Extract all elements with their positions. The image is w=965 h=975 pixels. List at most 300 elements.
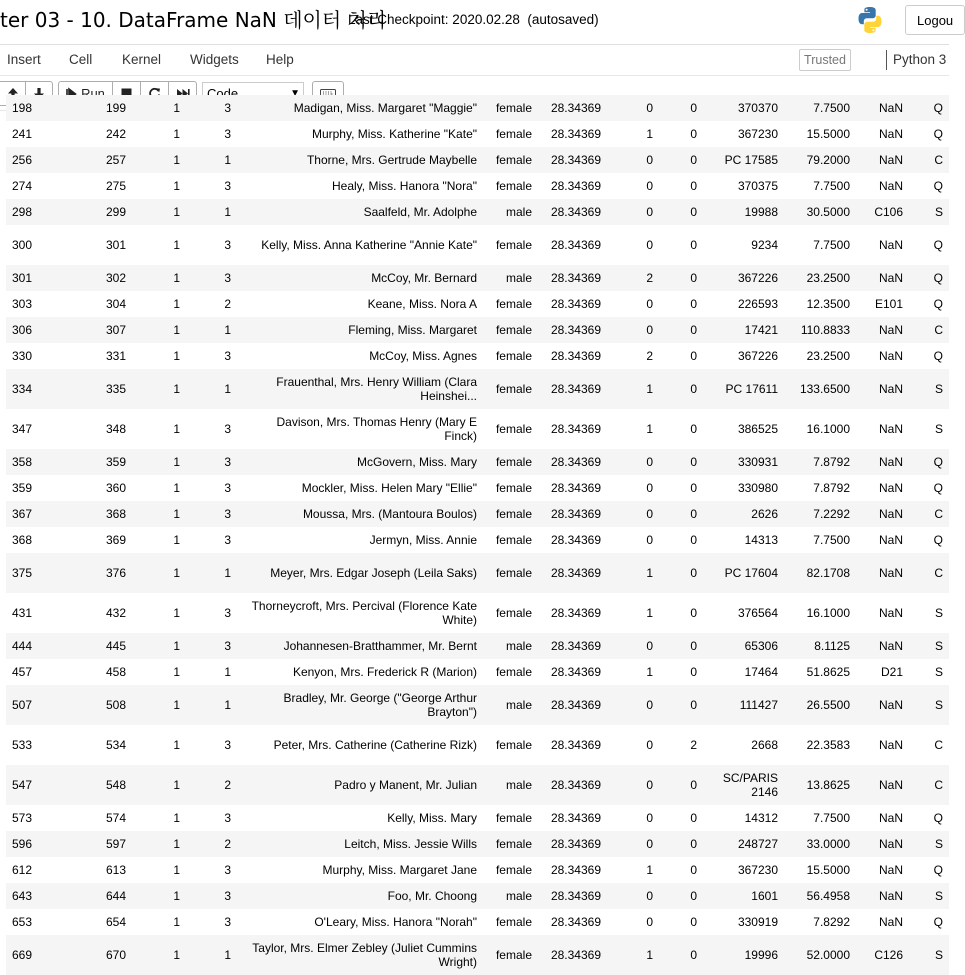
table-row — [6, 291, 949, 317]
table-row — [6, 765, 949, 805]
passenger-id: 307 — [105, 323, 126, 337]
table-row — [6, 501, 949, 527]
survived-cell: 1 — [173, 533, 180, 547]
row-index: 612 — [12, 863, 33, 877]
survived-cell: 1 — [173, 778, 180, 792]
sibsp-cell: 2 — [646, 271, 653, 285]
survived-cell: 1 — [173, 382, 180, 396]
embarked-cell: S — [934, 948, 943, 962]
age-cell: 28.34369 — [550, 101, 601, 115]
sex-cell: male — [505, 889, 532, 903]
row-index: 643 — [12, 889, 33, 903]
table-row — [6, 909, 949, 935]
row-index: 274 — [12, 179, 33, 193]
age-cell: 28.34369 — [550, 153, 601, 167]
embarked-cell: Q — [933, 179, 943, 193]
sex-cell: female — [495, 153, 532, 167]
embarked-cell: Q — [933, 271, 943, 285]
survived-cell: 1 — [173, 915, 180, 929]
age-cell: 28.34369 — [550, 507, 601, 521]
embarked-cell: S — [934, 606, 943, 620]
cabin-cell: NaN — [878, 101, 903, 115]
sex-cell: female — [495, 349, 532, 363]
table-row — [6, 449, 949, 475]
pclass-cell: 1 — [224, 323, 231, 337]
sex-cell: male — [505, 698, 532, 712]
ticket-cell: 226593 — [737, 297, 778, 311]
table-row — [6, 95, 949, 121]
age-cell: 28.34369 — [550, 566, 601, 580]
parch-cell: 0 — [690, 205, 697, 219]
pclass-cell: 1 — [224, 153, 231, 167]
survived-cell: 1 — [173, 698, 180, 712]
sex-cell: female — [495, 507, 532, 521]
table-row — [6, 475, 949, 501]
parch-cell: 0 — [690, 455, 697, 469]
pclass-cell: 3 — [224, 481, 231, 495]
kernel-indicator[interactable]: Python 3 — [893, 52, 947, 67]
row-index: 431 — [12, 606, 33, 620]
passenger-id: 654 — [105, 915, 126, 929]
ticket-cell: SC/PARIS 2146 — [722, 771, 778, 799]
menu-widgets[interactable]: Widgets — [190, 52, 239, 67]
sibsp-cell: 1 — [646, 606, 653, 620]
sibsp-cell: 0 — [646, 238, 653, 252]
sibsp-cell: 1 — [646, 665, 653, 679]
fare-cell: 7.2292 — [813, 507, 850, 521]
sibsp-cell: 1 — [646, 566, 653, 580]
table-row — [6, 173, 949, 199]
ticket-cell: 367230 — [737, 863, 778, 877]
ticket-cell: 330919 — [737, 915, 778, 929]
fare-cell: 23.2500 — [806, 349, 850, 363]
sibsp-cell: 0 — [646, 889, 653, 903]
parch-cell: 0 — [690, 915, 697, 929]
embarked-cell: Q — [933, 533, 943, 547]
parch-cell: 0 — [690, 382, 697, 396]
fare-cell: 12.3500 — [806, 297, 850, 311]
survived-cell: 1 — [173, 481, 180, 495]
passenger-id: 199 — [105, 101, 126, 115]
sex-cell: female — [495, 297, 532, 311]
cabin-cell: NaN — [878, 811, 903, 825]
pclass-cell: 1 — [224, 665, 231, 679]
name-cell: Bradley, Mr. George ("George Arthur Brayton") — [283, 691, 477, 719]
ticket-cell: 367226 — [737, 349, 778, 363]
sibsp-cell: 0 — [646, 101, 653, 115]
sex-cell: female — [495, 566, 532, 580]
fare-cell: 51.8625 — [806, 665, 850, 679]
sibsp-cell: 0 — [646, 698, 653, 712]
sibsp-cell: 0 — [646, 507, 653, 521]
survived-cell: 1 — [173, 205, 180, 219]
embarked-cell: S — [934, 205, 943, 219]
row-index: 306 — [12, 323, 33, 337]
passenger-id: 301 — [105, 238, 126, 252]
fare-cell: 7.7500 — [813, 533, 850, 547]
cabin-cell: NaN — [878, 323, 903, 337]
survived-cell: 1 — [173, 422, 180, 436]
row-index: 368 — [12, 533, 33, 547]
parch-cell: 0 — [690, 948, 697, 962]
age-cell: 28.34369 — [550, 271, 601, 285]
parch-cell: 0 — [690, 481, 697, 495]
name-cell: Madigan, Miss. Margaret "Maggie" — [293, 101, 477, 115]
age-cell: 28.34369 — [550, 863, 601, 877]
passenger-id: 331 — [105, 349, 126, 363]
row-index: 507 — [12, 698, 33, 712]
parch-cell: 0 — [690, 778, 697, 792]
parch-cell: 0 — [690, 811, 697, 825]
fare-cell: 26.5500 — [806, 698, 850, 712]
name-cell: Mockler, Miss. Helen Mary "Ellie" — [301, 481, 477, 495]
name-cell: Johannesen-Bratthammer, Mr. Bernt — [283, 639, 477, 653]
cabin-cell: NaN — [878, 382, 903, 396]
menu-kernel[interactable]: Kernel — [122, 52, 162, 67]
cell-type-value: Code — [207, 86, 239, 101]
sex-cell: female — [495, 837, 532, 851]
sex-cell: female — [495, 382, 532, 396]
survived-cell: 1 — [173, 179, 180, 193]
name-cell: Kelly, Miss. Mary — [387, 811, 477, 825]
fare-cell: 33.0000 — [806, 837, 850, 851]
name-cell: Thorneycroft, Mrs. Percival (Florence Kate White) — [251, 599, 477, 627]
pclass-cell: 2 — [224, 297, 231, 311]
name-cell: Leitch, Miss. Jessie Wills — [344, 837, 477, 851]
cabin-cell: C126 — [874, 948, 903, 962]
survived-cell: 1 — [173, 948, 180, 962]
cabin-cell: NaN — [878, 915, 903, 929]
notebook-title[interactable]: ter 03 - 10. DataFrame NaN 데이터 처리 — [0, 8, 387, 32]
ticket-cell: 376564 — [737, 606, 778, 620]
sibsp-cell: 1 — [646, 863, 653, 877]
sex-cell: male — [505, 778, 532, 792]
dropdown-caret-icon: ▼ — [290, 88, 300, 99]
sex-cell: female — [495, 179, 532, 193]
name-cell: O'Leary, Miss. Hanora "Norah" — [314, 915, 477, 929]
cabin-cell: NaN — [878, 455, 903, 469]
name-cell: McGovern, Miss. Mary — [356, 455, 477, 469]
fare-cell: 15.5000 — [806, 127, 850, 141]
age-cell: 28.34369 — [550, 297, 601, 311]
table-row — [6, 343, 949, 369]
cabin-cell: NaN — [878, 889, 903, 903]
row-index: 653 — [12, 915, 33, 929]
table-row — [6, 633, 949, 659]
row-index: 241 — [12, 127, 33, 141]
kernel-separator — [886, 50, 887, 70]
pclass-cell: 3 — [224, 101, 231, 115]
pclass-cell: 3 — [224, 507, 231, 521]
table-row — [6, 593, 949, 633]
ticket-cell: 2626 — [751, 507, 778, 521]
survived-cell: 1 — [173, 101, 180, 115]
sex-cell: female — [495, 323, 532, 337]
age-cell: 28.34369 — [550, 481, 601, 495]
survived-cell: 1 — [173, 507, 180, 521]
ticket-cell: 19996 — [744, 948, 778, 962]
table-row — [6, 659, 949, 685]
sibsp-cell: 0 — [646, 915, 653, 929]
row-index: 596 — [12, 837, 33, 851]
ticket-cell: PC 17611 — [725, 382, 778, 396]
parch-cell: 0 — [690, 297, 697, 311]
sibsp-cell: 2 — [646, 349, 653, 363]
age-cell: 28.34369 — [550, 778, 601, 792]
parch-cell: 0 — [690, 507, 697, 521]
name-cell: Davison, Mrs. Thomas Henry (Mary E Finck) — [276, 415, 477, 443]
age-cell: 28.34369 — [550, 179, 601, 193]
passenger-id: 548 — [105, 778, 126, 792]
pclass-cell: 3 — [224, 606, 231, 620]
sex-cell: female — [495, 101, 532, 115]
embarked-cell: Q — [933, 297, 943, 311]
name-cell: Saalfeld, Mr. Adolphe — [363, 205, 477, 219]
ticket-cell: 248727 — [737, 837, 778, 851]
ticket-cell: 370370 — [737, 101, 778, 115]
fare-cell: 7.7500 — [813, 179, 850, 193]
age-cell: 28.34369 — [550, 665, 601, 679]
age-cell: 28.34369 — [550, 382, 601, 396]
passenger-id: 257 — [105, 153, 126, 167]
embarked-cell: S — [934, 698, 943, 712]
cabin-cell: NaN — [878, 238, 903, 252]
pclass-cell: 3 — [224, 349, 231, 363]
cabin-cell: NaN — [878, 179, 903, 193]
cabin-cell: NaN — [878, 127, 903, 141]
pclass-cell: 3 — [224, 271, 231, 285]
sibsp-cell: 0 — [646, 205, 653, 219]
fare-cell: 7.8292 — [813, 915, 850, 929]
menu-cell[interactable]: Cell — [69, 52, 93, 67]
embarked-cell: Q — [933, 455, 943, 469]
survived-cell: 1 — [173, 323, 180, 337]
sex-cell: female — [495, 533, 532, 547]
table-row — [6, 883, 949, 909]
cabin-cell: NaN — [878, 533, 903, 547]
table-row — [6, 831, 949, 857]
cabin-cell: NaN — [878, 566, 903, 580]
sex-cell: female — [495, 948, 532, 962]
table-row — [6, 121, 949, 147]
name-cell: Meyer, Mrs. Edgar Joseph (Leila Saks) — [270, 566, 477, 580]
passenger-id: 597 — [105, 837, 126, 851]
survived-cell: 1 — [173, 639, 180, 653]
survived-cell: 1 — [173, 238, 180, 252]
parch-cell: 0 — [690, 639, 697, 653]
passenger-id: 302 — [105, 271, 126, 285]
table-row — [6, 317, 949, 343]
name-cell: Murphy, Miss. Margaret Jane — [322, 863, 477, 877]
sibsp-cell: 0 — [646, 639, 653, 653]
embarked-cell: C — [934, 738, 943, 752]
cabin-cell: NaN — [878, 863, 903, 877]
fare-cell: 13.8625 — [806, 778, 850, 792]
fare-cell: 52.0000 — [806, 948, 850, 962]
cabin-cell: NaN — [878, 481, 903, 495]
sex-cell: female — [495, 606, 532, 620]
survived-cell: 1 — [173, 863, 180, 877]
embarked-cell: Q — [933, 101, 943, 115]
survived-cell: 1 — [173, 566, 180, 580]
embarked-cell: Q — [933, 349, 943, 363]
name-cell: Peter, Mrs. Catherine (Catherine Rizk) — [273, 738, 477, 752]
table-row — [6, 805, 949, 831]
age-cell: 28.34369 — [550, 606, 601, 620]
fare-cell: 7.8792 — [813, 455, 850, 469]
cell-output-area — [0, 101, 949, 969]
age-cell: 28.34369 — [550, 837, 601, 851]
fare-cell: 7.7500 — [813, 811, 850, 825]
passenger-id: 445 — [105, 639, 126, 653]
menu-help[interactable]: Help — [266, 52, 294, 67]
row-index: 198 — [12, 101, 33, 115]
row-index: 573 — [12, 811, 33, 825]
fare-cell: 7.7500 — [813, 101, 850, 115]
ticket-cell: 17464 — [744, 665, 778, 679]
trusted-badge[interactable]: Trusted — [799, 49, 851, 71]
sibsp-cell: 0 — [646, 811, 653, 825]
ticket-cell: 386525 — [737, 422, 778, 436]
checkpoint-text: Last Checkpoint: 2020.02.28 — [348, 12, 520, 27]
survived-cell: 1 — [173, 606, 180, 620]
row-index: 303 — [12, 297, 33, 311]
row-index: 301 — [12, 271, 33, 285]
fare-cell: 110.8833 — [800, 323, 850, 337]
parch-cell: 0 — [690, 837, 697, 851]
fare-cell: 16.1000 — [806, 422, 850, 436]
embarked-cell: C — [934, 153, 943, 167]
pclass-cell: 3 — [224, 863, 231, 877]
passenger-id: 432 — [105, 606, 126, 620]
name-cell: McCoy, Mr. Bernard — [371, 271, 477, 285]
fare-cell: 30.5000 — [806, 205, 850, 219]
table-row — [6, 199, 949, 225]
survived-cell: 1 — [173, 889, 180, 903]
sex-cell: female — [495, 811, 532, 825]
pclass-cell: 3 — [224, 889, 231, 903]
age-cell: 28.34369 — [550, 811, 601, 825]
sibsp-cell: 0 — [646, 837, 653, 851]
cabin-cell: NaN — [878, 738, 903, 752]
row-index: 358 — [12, 455, 33, 469]
name-cell: Kelly, Miss. Anna Katherine "Annie Kate" — [261, 238, 477, 252]
pclass-cell: 3 — [224, 738, 231, 752]
cabin-cell: E101 — [874, 297, 903, 311]
embarked-cell: S — [934, 639, 943, 653]
python-logo-icon — [855, 5, 885, 35]
parch-cell: 0 — [690, 127, 697, 141]
menu-insert[interactable]: Insert — [7, 52, 41, 67]
sex-cell: female — [495, 738, 532, 752]
pclass-cell: 2 — [224, 837, 231, 851]
age-cell: 28.34369 — [550, 915, 601, 929]
table-row — [6, 225, 949, 265]
sex-cell: female — [495, 238, 532, 252]
cabin-cell: C106 — [874, 205, 903, 219]
ticket-cell: 367230 — [737, 127, 778, 141]
fare-cell: 8.1125 — [814, 639, 850, 653]
ticket-cell: 111427 — [739, 698, 778, 712]
age-cell: 28.34369 — [550, 948, 601, 962]
row-index: 444 — [12, 639, 33, 653]
row-index: 298 — [12, 205, 33, 219]
embarked-cell: C — [934, 507, 943, 521]
table-row — [6, 265, 949, 291]
parch-cell: 0 — [690, 179, 697, 193]
sex-cell: female — [495, 481, 532, 495]
cabin-cell: NaN — [878, 778, 903, 792]
passenger-id: 299 — [105, 205, 126, 219]
logout-button[interactable]: Logou — [905, 5, 965, 35]
table-row — [6, 857, 949, 883]
age-cell: 28.34369 — [550, 323, 601, 337]
survived-cell: 1 — [173, 811, 180, 825]
pclass-cell: 3 — [224, 179, 231, 193]
ticket-cell: 330931 — [737, 455, 778, 469]
ticket-cell: 1601 — [751, 889, 778, 903]
parch-cell: 0 — [690, 323, 697, 337]
pclass-cell: 3 — [224, 915, 231, 929]
name-cell: Keane, Miss. Nora A — [367, 297, 477, 311]
sibsp-cell: 0 — [646, 455, 653, 469]
pclass-cell: 3 — [224, 422, 231, 436]
age-cell: 28.34369 — [550, 238, 601, 252]
name-cell: Murphy, Miss. Katherine "Kate" — [311, 127, 477, 141]
pclass-cell: 3 — [224, 455, 231, 469]
row-index: 533 — [12, 738, 33, 752]
embarked-cell: C — [934, 323, 943, 337]
age-cell: 28.34369 — [550, 698, 601, 712]
name-cell: Healy, Miss. Hanora "Nora" — [331, 179, 477, 193]
ticket-cell: 2668 — [751, 738, 778, 752]
fare-cell: 15.5000 — [806, 863, 850, 877]
name-cell: Foo, Mr. Choong — [387, 889, 477, 903]
ticket-cell: 367226 — [737, 271, 778, 285]
sibsp-cell: 1 — [646, 127, 653, 141]
name-cell: Moussa, Mrs. (Mantoura Boulos) — [302, 507, 477, 521]
sibsp-cell: 0 — [646, 179, 653, 193]
age-cell: 28.34369 — [550, 455, 601, 469]
survived-cell: 1 — [173, 349, 180, 363]
pclass-cell: 2 — [224, 778, 231, 792]
fare-cell: 7.7500 — [813, 238, 850, 252]
parch-cell: 0 — [690, 665, 697, 679]
pclass-cell: 3 — [224, 238, 231, 252]
parch-cell: 0 — [690, 863, 697, 877]
name-cell: Taylor, Mrs. Elmer Zebley (Juliet Cummins Wright) — [252, 941, 477, 969]
row-index: 347 — [12, 422, 33, 436]
ticket-cell: 17421 — [744, 323, 778, 337]
parch-cell: 0 — [690, 606, 697, 620]
row-index: 367 — [12, 507, 33, 521]
passenger-id: 242 — [105, 127, 126, 141]
checkpoint-status — [348, 12, 599, 27]
cabin-cell: NaN — [878, 606, 903, 620]
table-row — [6, 147, 949, 173]
age-cell: 28.34369 — [550, 422, 601, 436]
sex-cell: male — [505, 205, 532, 219]
pclass-cell: 3 — [224, 811, 231, 825]
ticket-cell: 370375 — [737, 179, 778, 193]
autosaved-text: (autosaved) — [527, 12, 599, 27]
parch-cell: 0 — [690, 889, 697, 903]
parch-cell: 0 — [690, 238, 697, 252]
parch-cell: 0 — [690, 153, 697, 167]
pclass-cell: 1 — [224, 698, 231, 712]
table-row — [6, 527, 949, 553]
survived-cell: 1 — [173, 127, 180, 141]
